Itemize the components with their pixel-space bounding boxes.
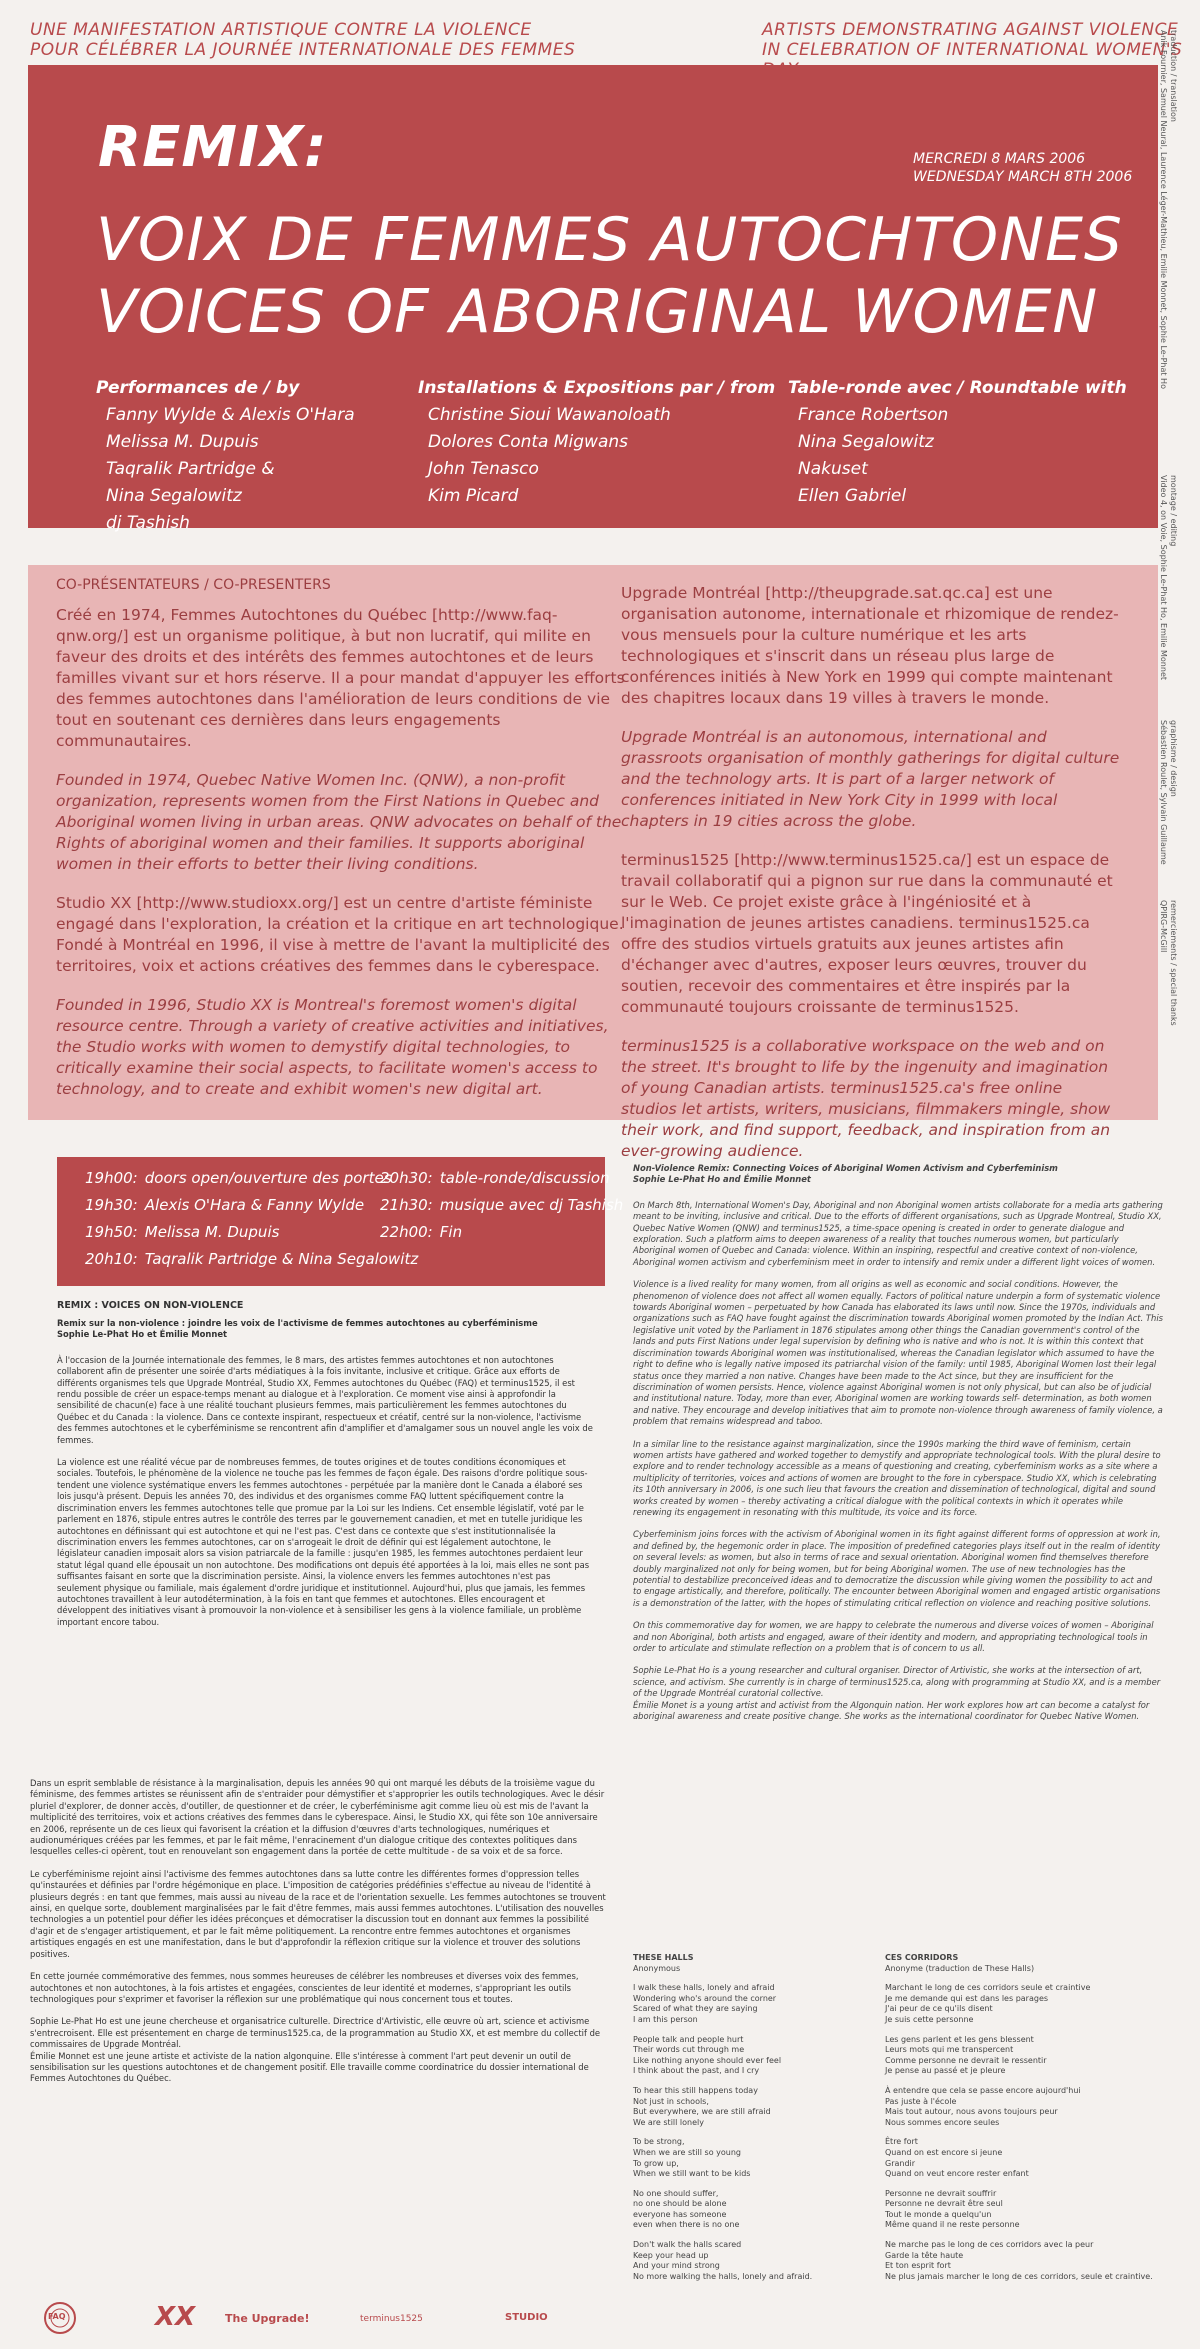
poem-line: even when there is no one xyxy=(633,2220,740,2230)
roundtable-member: Ellen Gabriel xyxy=(798,486,907,506)
english-bio: Sophie Le-Phat Ho is a young researcher and cultural organiser. Director of Artivistic, she works at the intersection of art, science, and activism. She currently is in charge of terminus1525.ca, along with programming at Studio XX, and is a member of the Upgrade Montréal curatorial collective. xyxy=(633,1665,1161,1699)
schedule-label: Fin xyxy=(439,1223,463,1241)
poem-line: Et ton esprit fort xyxy=(885,2261,951,2271)
poem-line: Leurs mots qui me transpercent xyxy=(885,2045,1014,2055)
header-fr xyxy=(30,20,575,60)
poem-stanza xyxy=(633,2240,873,2282)
schedule-row xyxy=(380,1196,623,1214)
poem-stanza xyxy=(633,2189,873,2231)
poem-line: everyone has someone xyxy=(633,2209,727,2219)
poem-line: When we are still so young xyxy=(633,2147,741,2157)
credits-design xyxy=(1169,720,1178,797)
credits-thanks-names xyxy=(1159,900,1168,952)
english-authors: Sophie Le-Phat Ho and Émilie Monnet xyxy=(633,1174,811,1185)
poem-line: Je me demande qui est dans les parages xyxy=(885,1993,1049,2003)
copresenters-right-column xyxy=(621,583,1121,1180)
credits-design-names xyxy=(1159,720,1168,865)
poem-line: Nous sommes encore seules xyxy=(885,2117,1000,2127)
copresenters-heading: CO-PRÉSENTATEURS / CO-PRESENTERS xyxy=(56,577,331,593)
poem-line: To hear this still happens today xyxy=(633,2085,758,2095)
poem-line: People talk and people hurt xyxy=(633,2034,744,2044)
installations-heading: Installations & Expositions par / from xyxy=(418,378,776,398)
poem-line: Je pense au passé et je pleure xyxy=(885,2066,1006,2076)
poem-line: Quand on veut encore rester enfant xyxy=(885,2169,1029,2179)
copresenters-left-column xyxy=(56,577,626,1118)
date-en: WEDNESDAY MARCH 8TH 2006 xyxy=(913,169,1133,185)
poem-line: Wondering who's around the corner xyxy=(633,1993,777,2003)
english-paragraph: On this commemorative day for women, we are happy to celebrate the numerous and diverse voices of women – Aboriginal and non Aboriginal, both artists and engaged, aware of their identity and modern, and appropriating technological tools in order to articulate and stimulate reflection on a problem that is of concern to us all. xyxy=(633,1620,1154,1654)
schedule-row xyxy=(85,1169,392,1187)
faq-description-fr: Créé en 1974, Femmes Autochtones du Québec [http://www.faq-qnw.org/] est un organisme politique, à but non lucratif, qui milite en faveur des droits et des intérêts des femmes autochtones et de leurs familles vivant sur et hors réserve. Il a pour mandat d'appuyer les efforts des femmes autochtones dans l'amélioration de leurs conditions de vie tout en soutenant ces dernières dans leurs engagements communautaires. xyxy=(56,606,625,750)
schedule-row xyxy=(85,1223,279,1241)
english-article xyxy=(633,1163,1163,1733)
performer: Fanny Wylde & Alexis O'Hara xyxy=(106,405,355,425)
poem-line: À entendre que cela se passe encore aujourd'hui xyxy=(885,2085,1081,2095)
french-subtitle: Remix sur la non-violence : joindre les voix de l'activisme de femmes autochtones au cyberféminisme xyxy=(57,1318,538,1328)
performer: Melissa M. Dupuis xyxy=(106,432,259,452)
header-en-line2: IN CELEBRATION OF INTERNATIONAL WOMEN'S xyxy=(762,40,1183,60)
poem-line: To grow up, xyxy=(633,2158,679,2168)
poem-line: When we still want to be kids xyxy=(633,2169,751,2179)
poem-stanza xyxy=(633,2086,873,2128)
roundtable-member: Nakuset xyxy=(798,459,868,479)
poem-stanza xyxy=(885,1983,1175,2025)
poem-line: Quand on est encore si jeune xyxy=(885,2147,1003,2157)
poem-line: Les gens parlent et les gens blessent xyxy=(885,2034,1034,2044)
poem-english xyxy=(633,1953,873,2291)
poem-line: Scared of what they are saying xyxy=(633,2004,758,2014)
roundtable-heading: Table-ronde avec / Roundtable with xyxy=(788,378,1127,398)
performances-heading: Performances de / by xyxy=(96,378,300,398)
french-bio: Émilie Monnet est une jeune artiste et activiste de la nation algonquine. Elle s'intéresse à comment l'art peut devenir un outil de sensibilisation sur les questions autochtones et de changement positif. Elle travaille comme coordinatrice du dossier international de Femmes Autochtones du Québec. xyxy=(30,2050,589,2084)
installation-artist: Dolores Conta Migwans xyxy=(428,432,628,452)
event-date xyxy=(913,150,1132,186)
performer: Nina Segalowitz xyxy=(106,486,242,506)
poem-line: I walk these halls, lonely and afraid xyxy=(633,1983,775,1993)
poem-line: Not just in schools, xyxy=(633,2096,709,2106)
installation-artist: John Tenasco xyxy=(428,459,539,479)
title-en: VOICES OF ABORIGINAL WOMEN xyxy=(96,277,1099,347)
french-paragraph: Dans un esprit semblable de résistance à la marginalisation, depuis les années 90 qui ont marqué les débuts de la troisième vague du féminisme, des femmes artistes se réunissent afin de s'entraider pour démystifier et s'approprier les outils technologiques. Avec le désir pluriel d'explorer, de donner accès, d'outiller, de questionner et de créer, le cyberféminisme agit comme lieu où est mis de l'avant la multiplicité des territoires, voix et actions créatives des femmes dans le cyberespace. Ainsi, le Studio XX, qui fête son 10e anniversaire en 2006, représente un de ces lieux qui favorisent la création et la diffusion d'œuvres d'arts technologiques, numériques et audionumériques créées par les femmes, et par le fait même, l'enracinement d'un dialogue critique des contextes politiques dans lesquelles celles-ci opèrent, tout en renouvelant son engagement dans la portée de cette multitude - de sa voix et de sa force. xyxy=(30,1778,605,1857)
french-paragraph: La violence est une réalité vécue par de nombreuses femmes, de toutes origines et de toutes conditions économiques et sociales. Toutefois, le phénomène de la violence ne touche pas les femmes de façon égale. Des raisons d'ordre politique sous-tendent une violence systématique envers les femmes autochtones - perpétuée par la manière dont le Canada a élaboré ses lois jusqu'à présent. Depuis les années 70, des individus et des organismes comme FAQ luttent spécifiquement contre la discrimination envers les femmes autochtones telle que promue par la Loi sur les Indiens. Cet ensemble législatif, voté par le parlement en 1876, stipule entres autres le contrôle des terres par le gouvernement canadien, et met en tutelle juridique les autochtones en définissant qui est autochtone et qui ne l'est pas. C'est dans ce contexte que s'est institutionnalisée la discrimination envers les femmes autochtones, car on s'arrogeait le droit de définir qui est légalement autochtone, le législateur canadien imposait alors sa vision patriarcale de la famille : jusqu'en 1985, les femmes autochtones perdaient leur statut légal quand elle épousait un non autochtone. Des modifications ont depuis été apportées à la loi, mais elles ne sont pas suffisantes faisant en sorte que la discrimination persiste. Ainsi, la violence envers les femmes autochtones n'est pas seulement physique ou familiale, mais également d'ordre juridique et institutionnel. Aujourd'hui, plus que jamais, les femmes autochtones travaillent à leur autodétermination, à la fois en tant que femmes et autochtones. Elles encouragent et développent des initiatives visant à promouvoir la non-violence et à sensibiliser les gens à la violence familiale, un problème important encore tabou. xyxy=(57,1457,590,1627)
xx-logo: XX xyxy=(155,2302,196,2332)
poem-stanza xyxy=(885,2035,1175,2077)
poem-line: Personne ne devrait souffrir xyxy=(885,2188,997,2198)
poem-stanza xyxy=(885,2189,1175,2231)
terminus-logo: terminus1525 xyxy=(360,2314,423,2324)
poem-title: THESE HALLS xyxy=(633,1953,694,1962)
french-bio: Sophie Le-Phat Ho est une jeune chercheuse et organisatrice culturelle. Directrice d'Artivistic, elle œuvre où art, science et activisme s'entrecroisent. Elle est présentement en charge de terminus1525.ca, de la programmation au Studio XX, et est membre du collectif de commissaires de Upgrade Montréal. xyxy=(30,2016,601,2050)
schedule-time: 21h30: xyxy=(380,1196,433,1214)
remix-title: REMIX: xyxy=(98,115,328,180)
poem-author: Anonymous xyxy=(633,1963,681,1973)
poem-line: J'ai peur de ce qu'ils disent xyxy=(885,2004,993,2014)
installation-artist: Kim Picard xyxy=(428,486,519,506)
credits-text: QPIRG-McGill xyxy=(1159,900,1168,953)
upgrade-description-en: Upgrade Montréal is an autonomous, international and grassroots organisation of monthly gatherings for digital culture and the technology arts. It is part of a larger network of conferences initiated in New York City in 1999 with local chapters in 19 cities across the globe. xyxy=(621,728,1120,830)
schedule-label: doors open/ouverture des portes xyxy=(144,1169,392,1187)
poem-line: Je suis cette personne xyxy=(885,2014,974,2024)
installation-artist: Christine Sioui Wawanoloath xyxy=(428,405,671,425)
performances-column xyxy=(96,375,355,537)
poem-line: Ne plus jamais marcher le long de ces corridors, seule et craintive. xyxy=(885,2271,1153,2281)
roundtable-column xyxy=(788,375,1127,510)
poem-line: Pas juste à l'école xyxy=(885,2096,957,2106)
poem-line: No one should suffer, xyxy=(633,2188,719,2198)
credits-label: traduction / translation xyxy=(1169,30,1178,122)
date-fr: MERCREDI 8 MARS 2006 xyxy=(913,151,1086,167)
credits-editing xyxy=(1169,475,1178,546)
studio-logo: STUDIO xyxy=(505,2312,548,2323)
poem-stanza xyxy=(633,2035,873,2077)
upgrade-description-fr: Upgrade Montréal [http://theupgrade.sat.qc.ca] est une organisation autonome, internationale et rhizomique de rendez-vous mensuels pour la culture numérique et les arts technologiques et s'inscrit dans un réseau plus large de conférences initiés à New York en 1999 qui compte maintenant des chapitres locaux dans 19 villes à travers le monde. xyxy=(621,584,1119,707)
french-paragraph: Le cyberféminisme rejoint ainsi l'activisme des femmes autochtones dans sa lutte contre les différentes formes d'oppression telles qu'instaurées et définies par l'ordre hégémonique en place. L'imposition de catégories prédéfinies s'effectue au niveau de l'identité à plusieurs degrés : en tant que femmes, mais aussi au niveau de la race et de l'orientation sexuelle. Les femmes autochtones se trouvent ainsi, en quelque sorte, doublement marginalisées par le fait d'être femmes, mais aussi femmes autochtones. L'utilisation des nouvelles technologies a un potentiel pour défier les idées préconçues et démocratiser la discussion tout en donnant aux femmes la possibilité d'agir et de s'engager artistiquement, et par le fait même politiquement. La rencontre entre femmes autochtones et organismes artistiques engagés en est une manifestation, dans le but d'approfondir la réflexion critique sur la violence et trouver des solutions positives. xyxy=(30,1868,606,1959)
schedule-time: 19h30: xyxy=(85,1196,138,1214)
schedule-time: 22h00: xyxy=(380,1223,433,1241)
terminus-description-en: terminus1525 is a collaborative workspace on the web and on the street. It's brought to life by the ingenuity and imagination of young Canadian artists. terminus1525.ca's free online studios let artists, writers, musicians, filmmakers mingle, show their work, and find support, feedback, and inspiration from an ever-growing audience. xyxy=(621,1037,1111,1160)
poem-line: Like nothing anyone should ever feel xyxy=(633,2055,782,2065)
poem-stanza xyxy=(633,2137,873,2179)
french-section-heading: REMIX : VOICES ON NON-VIOLENCE xyxy=(57,1300,244,1311)
poem-line: Même quand il ne reste personne xyxy=(885,2220,1020,2230)
schedule-row xyxy=(85,1196,364,1214)
schedule-time: 19h00: xyxy=(85,1169,138,1187)
schedule-label: Taqralik Partridge & Nina Segalowitz xyxy=(144,1250,419,1268)
english-paragraph: On March 8th, International Women's Day, Aboriginal and non Aboriginal women artists collaborate for a media arts gathering meant to be inviting, inclusive and critical. Due to the efforts of different organisations, such as Upgrade Montreal, Studio XX, Quebec Native Women (QNW) and terminus1525, a time-space opening is created in order to generate dialogue and exploration. Such a platform aims to deepen awareness of a reality that touches numerous women, but particularly Aboriginal women of Quebec and Canada: violence. Within an inspiring, respectful and creative context of non-violence, Aboriginal women activism and cyberfeminism meet in order to intensify and remix under a different light voices of women. xyxy=(633,1199,1163,1267)
poem-stanza xyxy=(885,2240,1175,2282)
credits-label: montage / editing xyxy=(1169,475,1178,547)
upgrade-logo: The Upgrade! xyxy=(225,2312,310,2325)
credits-translation-names xyxy=(1159,30,1168,389)
faq-logo-text: FAQ xyxy=(48,2312,66,2321)
poem-line: Personne ne devrait être seul xyxy=(885,2199,1003,2209)
poem-title: CES CORRIDORS xyxy=(885,1953,959,1962)
credits-label: graphisme / design xyxy=(1169,720,1178,797)
poem-line: To be strong, xyxy=(633,2137,685,2147)
terminus-description-fr: terminus1525 [http://www.terminus1525.ca/] est un espace de travail collaboratif qui a pignon sur rue dans la communauté et sur le Web. Ce projet existe grâce à l'ingéniosité et à l'imagination de jeunes artistes canadiens. terminus1525.ca offre des studios virtuels gratuits aux jeunes artistes afin d'échanger avec d'autres, exposer leurs œuvres, trouver du soutien, recevoir des commentaires et être inspirés par la communauté toujours croissante de terminus1525. xyxy=(621,851,1113,1016)
poem-french xyxy=(885,1953,1175,2291)
credits-text: Anik Fournier, Samuel Neural, Laurence Léger-Mathieu, Emilie Monnet, Sophie Le-Phat Ho xyxy=(1159,30,1168,389)
schedule-row xyxy=(380,1223,462,1241)
header-en-line1: ARTISTS DEMONSTRATING AGAINST VIOLENCE xyxy=(762,20,1179,40)
english-title: Non-Violence Remix: Connecting Voices of Aboriginal Women Activism and Cyberfeminism xyxy=(633,1163,1058,1173)
sponsor-logos xyxy=(40,2300,600,2336)
title-fr: VOIX DE FEMMES AUTOCHTONES xyxy=(96,205,1123,275)
poem-line: Marchant le long de ces corridors seule et craintive xyxy=(885,1983,1091,1993)
poem-line: No more walking the halls, lonely and afraid. xyxy=(633,2271,813,2281)
poem-line: We are still lonely xyxy=(633,2117,704,2127)
credits-text: Sébastien Roulet, Sylvain Guillaume xyxy=(1159,720,1168,865)
header-fr-line2: POUR CÉLÉBRER LA JOURNÉE INTERNATIONALE DES FEMMES xyxy=(30,40,576,60)
studioxx-description-en: Founded in 1996, Studio XX is Montreal's foremost women's digital resource centre. Through a variety of creative activities and initiatives, the Studio works with women to demystify digital technologies, to critically examine their social aspects, to facilitate women's access to technology, and to create and exhibit women's new digital art. xyxy=(56,996,609,1098)
poem-line: Être fort xyxy=(885,2137,918,2147)
french-article-top xyxy=(57,1318,597,1639)
english-paragraph: In a similar line to the resistance against marginalization, since the 1990s marking the third wave of feminism, certain women artists have gathered and worked together to demystify and appropriate technological tools. With the plural desire to explore and to render technology accessible as a means of questioning and creating, cyberfeminism works as a site where a multiplicity of territories, voices and actions of women are brought to the fore in cyberspace. Studio XX, which is celebrating its 10th anniversary in 2006, is one such lieu that favours the creation and dissemination of technological, digital and sound works created by women – thereby activating a critical dialogue with the political contexts in which it operates while renewing its engagement in resonating with this multitude, its voice and its force. xyxy=(633,1438,1161,1517)
schedule-label: Melissa M. Dupuis xyxy=(144,1223,280,1241)
schedule-time: 20h10: xyxy=(85,1250,138,1268)
english-paragraph: Cyberfeminism joins forces with the activism of Aboriginal women in its fight against different forms of oppression at work in, and defined by, the hegemonic order in place. The imposition of predefined categories plays itself out in the realm of identity on several levels: as women, but also in terms of race and sexual orientation. Aboriginal women find themselves therefore doubly marginalized not only for being women, but for being Aboriginal women. The use of new technologies has the potential to destabilize preconceived ideas and to democratize the discussion while giving women the possibility to act and to engage artistically, and therefore, politically. The encounter between Aboriginal women and engaged artistic organisations is a demonstration of the latter, with the hopes of stimulating critical reflection on violence and reaching positive solutions. xyxy=(633,1529,1161,1608)
credits-thanks xyxy=(1169,900,1178,1026)
poem-line: Grandir xyxy=(885,2158,916,2168)
schedule-row xyxy=(380,1169,610,1187)
poem-line: I think about the past, and I cry xyxy=(633,2066,760,2076)
poem-line: And your mind strong xyxy=(633,2261,720,2271)
poem-line: Ne marche pas le long de ces corridors avec la peur xyxy=(885,2240,1094,2250)
french-paragraph: En cette journée commémorative des femmes, nous sommes heureuses de célébrer les nombreuses et diverses voix des femmes, autochtones et non autochtones, à la fois artistes et engagées, conscientes de leur identité et modernes, s'appropriant les outils technologiques pour s'exprimer et favoriser la réflexion sur une problématique qui nous concernent tous et toutes. xyxy=(30,1971,579,2004)
copresenters-section xyxy=(28,565,1158,1160)
schedule-label: table-ronde/discussion xyxy=(439,1169,610,1187)
poem-line: Don't walk the halls scared xyxy=(633,2240,742,2250)
english-paragraph: Violence is a lived reality for many women, from all origins as well as economic and social conditions. However, the phenomenon of violence does not affect all women equally. Factors of political nature underpin a form of systematic violence towards Aboriginal women – perpetuated by how Canada has elaborated its laws until now. Since the 1970s, individuals and organizations such as FAQ have fought against the discrimination towards Aboriginal women promoted by the Indian Act. This legislative unit voted by the Parliament in 1876 stipulates among other things the Canadian government's control of the lands and puts First Nations under legal supervision by defining who is native and who is not. It is within this context that discrimination towards Aboriginal women was institutionalised, whereas the Canadian legislator which assumed to have the right to define who is legally native imposed its patriarchal vision of the family: until 1985, Aboriginal Women lost their legal status once they married a non native. Changes have been made to the Act since, but they are insufficient for the discrimination of women persists. Hence, violence against Aboriginal women is not only physical, but can also be of judicial and institutional nature. Today, more than ever, Aboriginal women are working towards self- determination, as both women and native. They encourage and develop initiatives that aim to promote non-violence through awareness of family violence, a problem that remains widespread and taboo. xyxy=(633,1279,1164,1427)
schedule-label: musique avec dj Tashish xyxy=(439,1196,624,1214)
poem-line: Their words cut through me xyxy=(633,2045,745,2055)
credits-translation xyxy=(1169,30,1178,122)
schedule-label: Alexis O'Hara & Fanny Wylde xyxy=(144,1196,365,1214)
french-article-bottom xyxy=(30,1778,610,2096)
poem-line: Mais tout autour, nous avons toujours peur xyxy=(885,2107,1058,2117)
poem-line: Keep your head up xyxy=(633,2250,709,2260)
schedule-box xyxy=(57,1157,624,1286)
poem-line: Garde la tête haute xyxy=(885,2250,964,2260)
poem-line: But everywhere, we are still afraid xyxy=(633,2107,771,2117)
credits-label: remerciements / special thanks xyxy=(1169,900,1178,1026)
poem-line: Tout le monde a quelqu'un xyxy=(885,2209,992,2219)
french-paragraph xyxy=(30,2016,610,2084)
poem-line: Comme personne ne devrait le ressentir xyxy=(885,2055,1047,2065)
french-paragraph: À l'occasion de la Journée internationale des femmes, le 8 mars, des artistes femmes autochtones et non autochtones collaborent afin de présenter une soirée d'arts médiatiques à la fois invitante, inclusive et critique. Grâce aux efforts de différents organismes tels que Upgrade Montréal, Studio XX, Femmes autochtones du Québec (FAQ) et terminus1525, il est rendu possible de créer un espace-temps menant au dialogue et à l'exploration. Ce moment vise ainsi à approfondir la sensibilité de chacun(e) face à une réalité touchant plusieurs femmes, mais particulièrement les femmes autochtones du Québec et du Canada : la violence. Dans ce contexte inspirant, respectueux et créatif, centré sur la non-violence, l'activisme des femmes autochtones et le cyberféminisme se rencontrent afin d'amplifier et d'amalgamer sous un nouvel angle les voix de femmes. xyxy=(57,1354,593,1445)
english-bio: Émilie Monet is a young artist and activist from the Algonquin nation. Her work explores how art can become a catalyst for aboriginal awareness and create positive change. She works as the international coordinator for Quebec Native Women. xyxy=(633,1699,1150,1722)
poem-line: no one should be alone xyxy=(633,2199,727,2209)
studioxx-description-fr: Studio XX [http://www.studioxx.org/] est un centre d'artiste féministe engagé dans l'exploration, la création et la critique en art technologique. Fondé à Montréal en 1996, il vise à mettre de l'avant la multiplicité des territoires, voix et actions créatives des femmes dans le cyberespace. xyxy=(56,894,624,975)
credits-editing-names xyxy=(1159,475,1168,680)
english-paragraph xyxy=(633,1665,1163,1722)
poem-author: Anonyme (traduction de These Halls) xyxy=(885,1963,1035,1973)
poem-stanza xyxy=(885,2137,1175,2179)
french-authors: Sophie Le-Phat Ho et Émilie Monnet xyxy=(57,1329,228,1340)
roundtable-member: Nina Segalowitz xyxy=(798,432,934,452)
schedule-time: 19h50: xyxy=(85,1223,138,1241)
installations-column xyxy=(418,375,775,510)
performer: dj Tashish xyxy=(106,513,190,533)
title-banner xyxy=(28,65,1158,533)
credits-text: Video 4, on Voie, Sophie Le-Phat Ho, Emilie Monnet xyxy=(1159,475,1168,680)
performer: Taqralik Partridge & xyxy=(106,459,275,479)
schedule-row xyxy=(85,1250,418,1268)
poem-stanza xyxy=(885,2086,1175,2128)
poem-stanza xyxy=(633,1983,873,2025)
header-fr-line1: UNE MANIFESTATION ARTISTIQUE CONTRE LA VIOLENCE xyxy=(30,20,532,40)
faq-description-en: Founded in 1974, Quebec Native Women Inc. (QNW), a non-profit organization, represents women from the First Nations in Quebec and Aboriginal women living in urban areas. QNW advocates on behalf of the Rights of aboriginal women and their families. It supports aboriginal women in their efforts to better their living conditions. xyxy=(56,771,622,873)
roundtable-member: France Robertson xyxy=(798,405,949,425)
schedule-time: 20h30: xyxy=(380,1169,433,1187)
poem-line: I am this person xyxy=(633,2014,698,2024)
